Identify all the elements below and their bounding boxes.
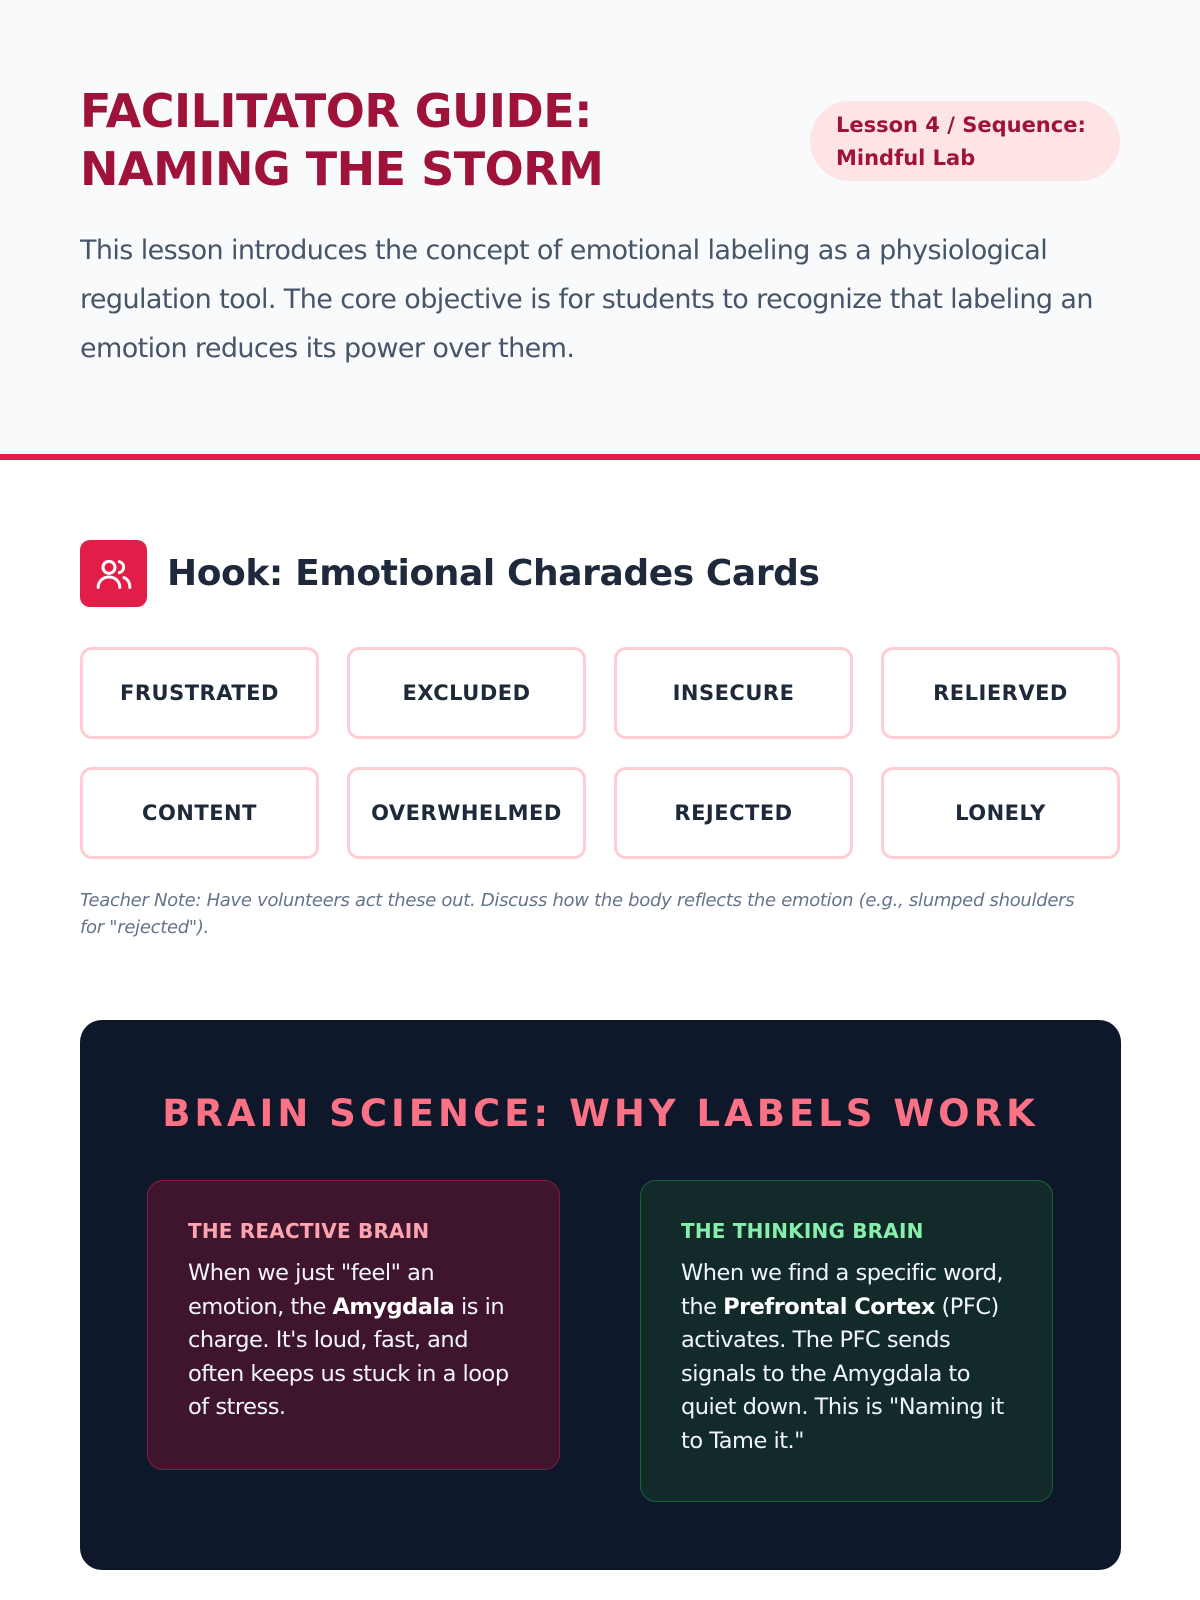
charade-card[interactable]: FRUSTRATED [80,647,319,739]
brain-science-title: BRAIN SCIENCE: WHY LABELS WORK [162,1092,1039,1135]
charade-card[interactable]: CONTENT [80,767,319,859]
reactive-brain-title: THE REACTIVE BRAIN [188,1219,430,1243]
charade-card[interactable]: OVERWHELMED [347,767,586,859]
thinking-brain-title: THE THINKING BRAIN [681,1219,924,1243]
lesson-header [0,0,1200,460]
page-title [80,82,720,198]
hook-heading [80,540,820,607]
users-icon [80,540,147,607]
thinking-brain-text [681,1257,1012,1458]
charades-cards-grid [80,647,1121,859]
reactive-text-bold: Amygdala [332,1293,455,1320]
hook-title: Hook: Emotional Charades Cards [167,553,820,594]
reactive-text-post: is in charge. It's loud, fast, and often keeps us stuck in a loop of stress. [188,1293,509,1420]
intro-paragraph: This lesson introduces the concept of emotional labeling as a physiological regulation tool. The core objective is for students to recognize that labeling an emotion reduces its power over them. [80,235,1093,364]
charade-card[interactable]: INSECURE [614,647,853,739]
teacher-note: Teacher Note: Have volunteers act these out. Discuss how the body reflects the emotion (e.g., slumped shoulders for "rejected"). [80,890,1075,938]
thinking-brain-panel [640,1180,1053,1502]
title-line-1: FACILITATOR GUIDE: [80,84,593,138]
thinking-text-post: (PFC) activates. The PFC sends signals to the Amygdala to quiet down. This is "Naming it to Tame it." [681,1293,1004,1454]
charade-card[interactable]: RELIERVED [881,647,1120,739]
thinking-text-pre: When we find a specific word, the [681,1260,1004,1320]
charade-card[interactable]: LONELY [881,767,1120,859]
charade-card[interactable]: EXCLUDED [347,647,586,739]
title-line-2: NAMING THE STORM [80,142,604,196]
reactive-brain-panel [147,1180,560,1470]
lesson-badge [810,101,1120,181]
reactive-brain-text [188,1257,519,1425]
charade-card[interactable]: REJECTED [614,767,853,859]
badge-line-2: Mindful Lab [836,146,976,170]
thinking-text-bold: Prefrontal Cortex [723,1293,935,1320]
reactive-text-pre: When we just "feel" an emotion, the [188,1260,435,1320]
badge-line-1: Lesson 4 / Sequence: [836,113,1086,137]
brain-science-section [80,1020,1121,1570]
